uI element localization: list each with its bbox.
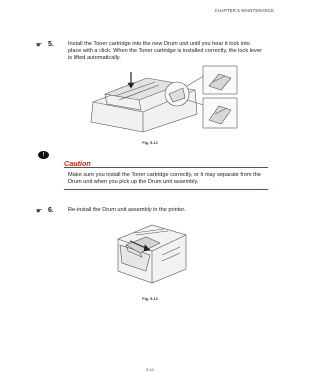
figure-5-13-illustration xyxy=(112,215,190,285)
pointing-hand-icon: ☛ xyxy=(36,208,43,215)
chapter-header: CHAPTER 5 MAINTENANCE xyxy=(214,8,274,13)
caution-title: Caution xyxy=(64,159,91,168)
pointing-hand-icon: ☛ xyxy=(36,42,43,49)
step-5-number: 5. xyxy=(48,41,54,48)
figure-5-13-label: Fig. 5-13 xyxy=(142,297,158,301)
caution-top-rule xyxy=(64,167,268,168)
caution-icon: ! xyxy=(38,151,49,159)
step-6-text: Re-install the Drum unit assembly in the printer. xyxy=(68,207,186,213)
figure-5-12-label: Fig. 5-12 xyxy=(142,141,158,145)
figure-5-12-illustration xyxy=(85,64,241,134)
step-6-number: 6. xyxy=(48,207,54,214)
caution-text: Make sure you install the Toner cartridge correctly, or it may separate from the Drum unit when you pick up the Drum unit assembly. xyxy=(68,172,261,185)
page-number: 5-10 xyxy=(146,368,154,372)
caution-bottom-rule xyxy=(64,189,268,190)
step-5-text: Install the Toner cartridge into the new Drum unit until you hear it lock into place with a click. When the Toner cartridge is installed correctly, the lock lever is lifted automatically. xyxy=(68,41,262,61)
